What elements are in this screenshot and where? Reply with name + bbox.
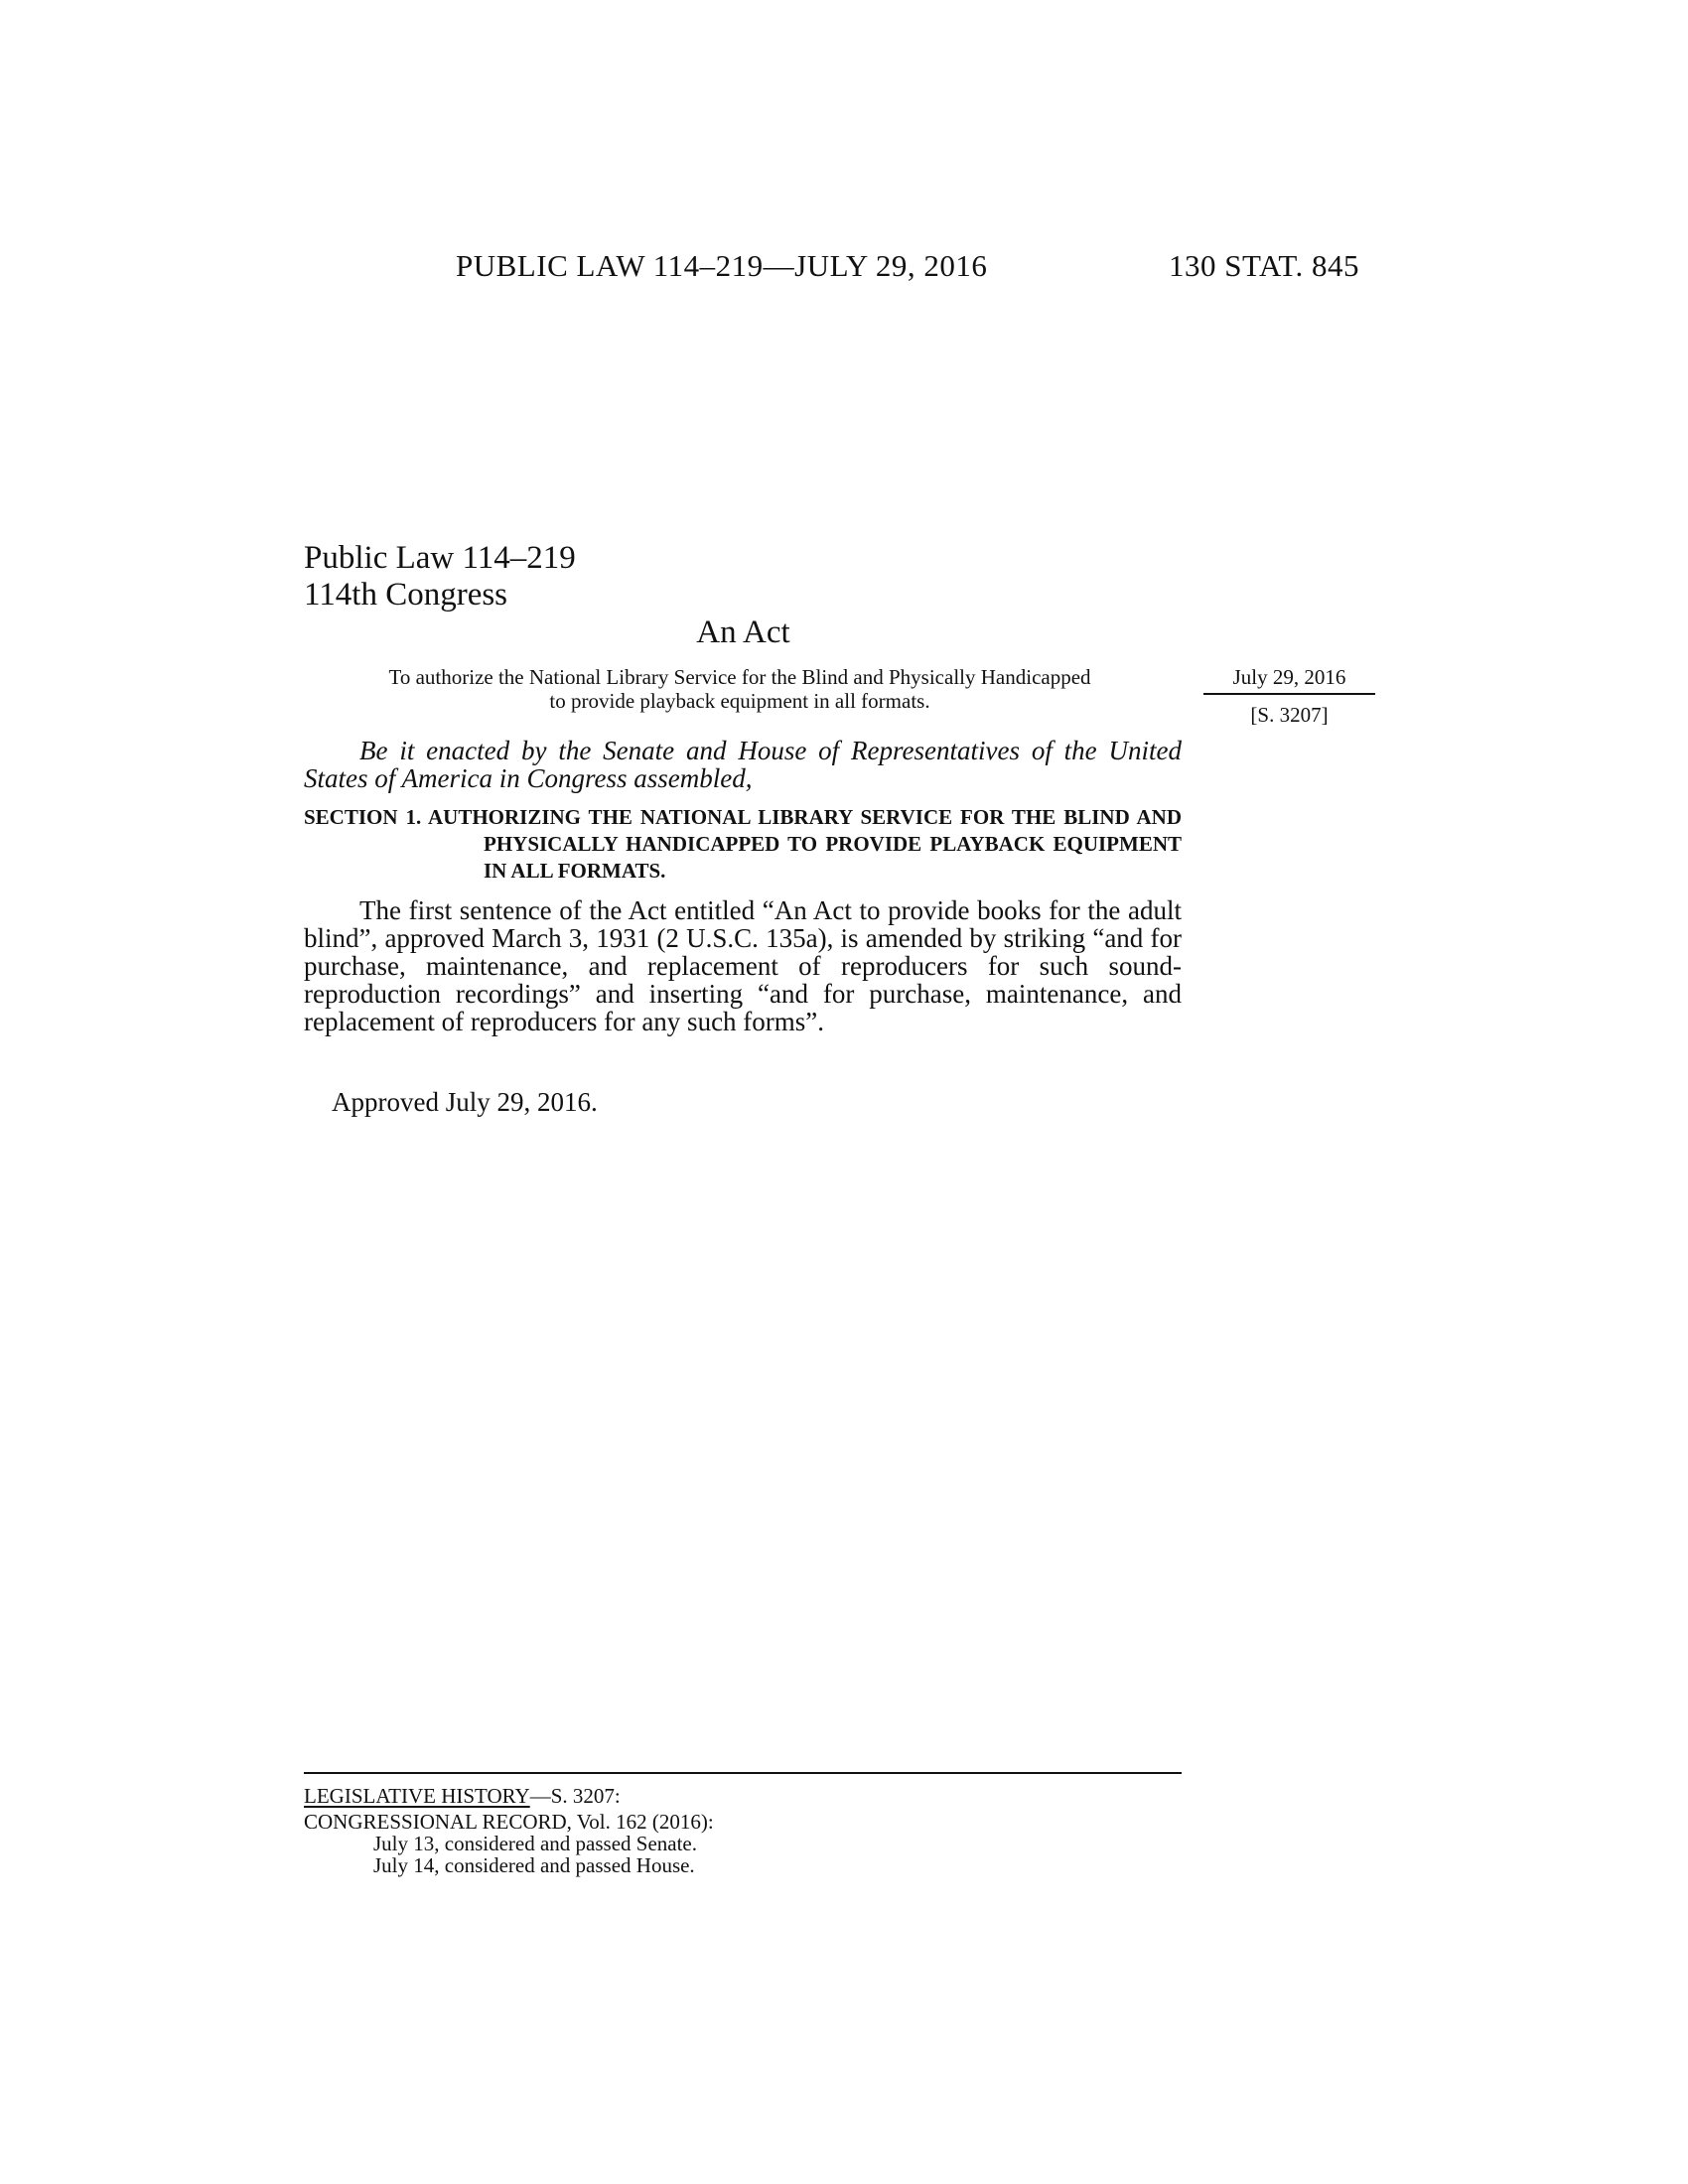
record-entry: July 14, considered and passed House. — [373, 1853, 695, 1877]
act-purpose: To authorize the National Library Service for the Blind and Physically Handicapped to provide playback equipment in all formats. — [388, 665, 1091, 713]
running-head: PUBLIC LAW 114–219—JULY 29, 2016 — [456, 248, 988, 283]
enacting-clause: Be it enacted by the Senate and House of Representatives of the United States of America in Congress assembled, — [304, 736, 1182, 793]
act-heading: An Act — [696, 614, 790, 650]
margin-divider — [1203, 693, 1375, 695]
record-entry: July 13, considered and passed Senate. — [373, 1832, 698, 1855]
section-heading: SECTION 1. AUTHORIZING THE NATIONAL LIBRARY SERVICE FOR THE BLIND AND PHYSICALLY HANDICAPPED TO PROVIDE PLAYBACK EQUIPMENT IN ALL FORMATS. — [304, 805, 1182, 883]
margin-bill-number: [S. 3207] — [1250, 703, 1329, 727]
statutes-citation: 130 STAT. 845 — [1169, 248, 1360, 283]
congressional-record-title: CONGRESSIONAL RECORD, Vol. 162 (2016): — [304, 1810, 714, 1834]
legislative-history — [304, 1784, 621, 1808]
legislative-history-label: LEGISLATIVE HISTORY — [304, 1784, 530, 1808]
section-text: The first sentence of the Act entitled “An Act to provide books for the adult blind”, approved March 3, 1931 (2 U.S.C. 135a), is amended by striking “and for purchase, maintenance, and replacement of reproducers for such sound-reproduction recordings” and inserting “and for purchase, maintenance, and replacement of reproducers for any such forms”. — [304, 895, 1182, 1036]
approval-line: Approved July 29, 2016. — [332, 1087, 598, 1117]
congress-number: 114th Congress — [304, 577, 508, 613]
public-law-number: Public Law 114–219 — [304, 540, 576, 576]
footnote-divider — [304, 1772, 1182, 1774]
margin-date: July 29, 2016 — [1232, 665, 1346, 689]
legislative-history-bill: —S. 3207: — [529, 1784, 621, 1808]
